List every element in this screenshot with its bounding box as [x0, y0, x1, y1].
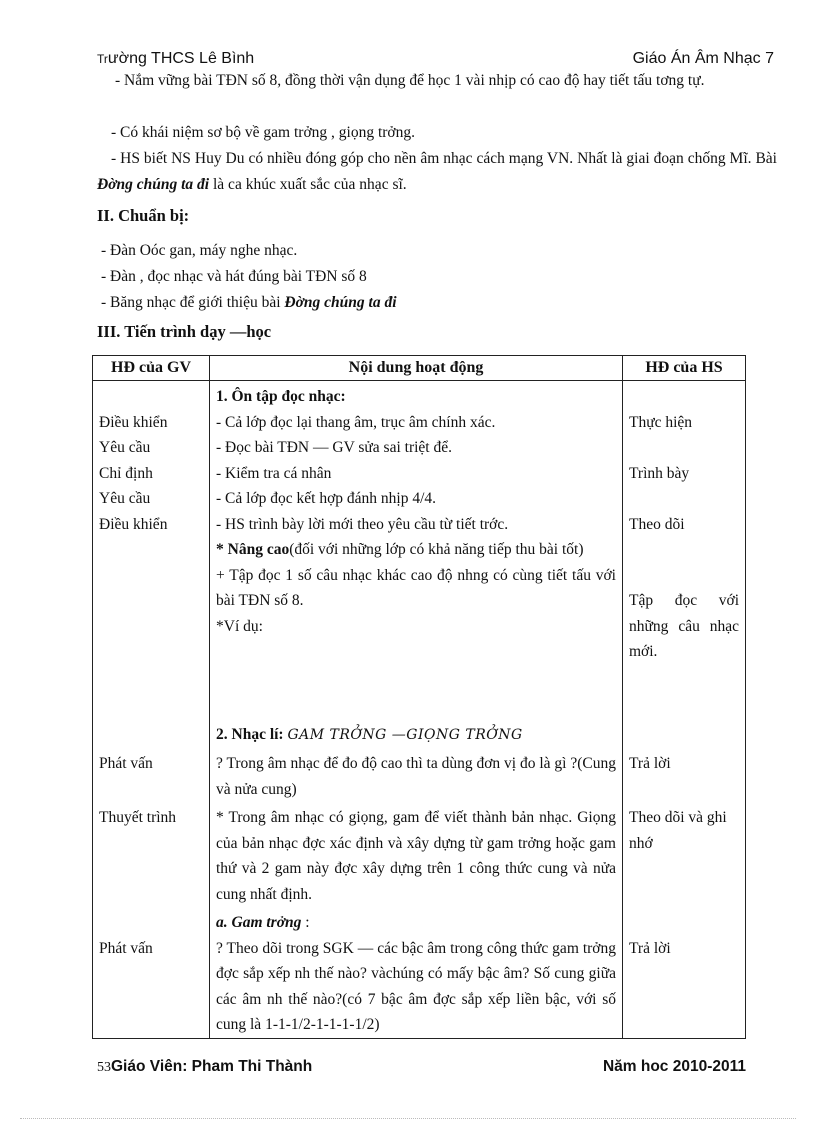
section-title: 2. Nhạc lí:: [216, 725, 284, 743]
question-row: [93, 748, 746, 802]
header-teacher: HĐ của GV: [93, 356, 210, 381]
subsection-label: a. Gam trởng: [216, 914, 302, 931]
section-title: 1. Ôn tập đọc nhạc:: [216, 388, 346, 405]
teacher-activity: Chỉ định: [99, 464, 153, 482]
objective-2: - Có khái niệm sơ bộ về gam trởng , giọng trởng.: [111, 124, 415, 141]
student-activity-cell: [623, 381, 746, 665]
header-content: Nội dung hoạt động: [210, 356, 623, 381]
teacher-name: Giáo Viên: Pham Thi Thành: [111, 1058, 313, 1075]
content-line: - HS trình bày lời mới theo yêu cầu từ tiết trớc.: [216, 515, 509, 533]
school-name-rest: ường THCS Lê Bình: [107, 50, 255, 67]
prep-item: - Đàn , đọc nhạc và hát đúng bài TĐN số 8: [101, 268, 367, 285]
content-line: - Cả lớp đọc kết hợp đánh nhịp 4/4.: [216, 490, 437, 507]
example-label: *Ví dụ:: [216, 617, 263, 635]
teacher-activity: Điều khiển: [99, 515, 168, 533]
prep-list: [101, 238, 397, 316]
question-text: ? Trong âm nhạc để đo độ cao thì ta dùng đơn vị đo là gì ?(Cung và nửa cung): [210, 748, 623, 802]
question-row: [93, 907, 746, 1038]
teacher-activity: Điều khiển: [99, 413, 168, 431]
prep-item-text: - Băng nhạc để giới thiệu bài: [101, 294, 285, 311]
header-student: HĐ của HS: [623, 356, 746, 381]
footer-teacher: [97, 1058, 312, 1076]
subject-title: Giáo Án Âm Nhạc 7: [632, 50, 774, 67]
page-divider: [20, 1118, 796, 1119]
teacher-activity: Yêu cầu: [99, 490, 151, 507]
prep-item: [101, 290, 397, 316]
objective-3: [97, 146, 777, 198]
advanced-note: [216, 537, 616, 563]
student-activity: Thực hiện: [629, 413, 693, 431]
table-header-row: [93, 356, 746, 381]
student-activity: [629, 435, 739, 461]
content-cell: [210, 381, 623, 665]
section-title-cell: [210, 719, 623, 749]
student-activity: Trả lời: [629, 939, 671, 957]
prep-heading: II. Chuẩn bị:: [97, 206, 190, 225]
objective-3-tail: là ca khúc xuất sắc của nhạc sĩ.: [209, 176, 407, 193]
teacher-activity: Phát vấn: [99, 939, 153, 957]
song-title: Đờng chúng ta đi: [97, 176, 210, 193]
spacer-row: [93, 665, 746, 719]
subsection-title: [216, 910, 616, 936]
lecture-text: * Trong âm nhạc có giọng, gam để viết thành bản nhạc. Giọng của bản nhạc đợc xác định và xây dựng từ gam trởng hoặc gam thứ và 2 gam này đợc xây dựng trên 1 công thức cung và nửa cung nhất định.: [210, 802, 623, 907]
objective-1: - Nắm vững bài TĐN số 8, đồng thời vận dụng để học 1 vài nhịp có cao độ hay tiết tấu tơng tự.: [115, 72, 705, 89]
student-activity: Theo dõi và ghi nhớ: [623, 802, 746, 907]
teacher-activity: Thuyết trình: [93, 802, 210, 907]
content-cell: [210, 907, 623, 1038]
page-number: 53: [97, 1060, 111, 1075]
student-activity: Theo dõi: [629, 515, 685, 533]
teacher-activity: Phát vấn: [93, 748, 210, 802]
handwritten-title: GAM TRỞNG —GIỌNG TRỞNG: [287, 726, 523, 743]
section-2-title-row: [93, 719, 746, 749]
section-1-row: [93, 381, 746, 665]
content-line: - Cả lớp đọc lại thang âm, trục âm chính xác.: [216, 413, 496, 431]
practice-line: + Tập đọc 1 số câu nhạc khác cao độ nhng có cùng tiết tấu với bài TĐN số 8.: [216, 566, 616, 609]
school-year: Năm hoc 2010-2011: [602, 1058, 746, 1075]
prep-item: - Đàn Oóc gan, máy nghe nhạc.: [101, 242, 298, 259]
student-activity: Trả lời: [623, 748, 746, 802]
school-name: [97, 50, 254, 68]
content-line: - Đọc bài TĐN — GV sửa sai triệt để.: [216, 439, 452, 456]
process-heading: III. Tiến trình dạy —học: [97, 322, 272, 341]
student-activity: Trình bày: [629, 464, 690, 482]
teacher-activity-cell: [93, 381, 210, 665]
student-activity: Tập đọc với những câu nhạc mới.: [629, 592, 739, 660]
page-footer: [97, 1058, 746, 1080]
teacher-activity: Yêu cầu: [99, 439, 151, 456]
school-name-prefix: Tr: [97, 52, 108, 66]
objective-3-text: - HS biết NS Huy Du có nhiều đóng góp cho nền âm nhạc cách mạng VN. Nhất là giai đoạn chống Mĩ. Bài: [111, 150, 777, 167]
lecture-row: [93, 802, 746, 907]
advanced-text: (đối với những lớp có khả năng tiếp thu bài tốt): [289, 541, 584, 558]
lesson-plan-table: [92, 355, 746, 1039]
advanced-label: * Nâng cao: [216, 541, 290, 558]
subsection-colon: :: [301, 914, 310, 931]
song-title: Đờng chúng ta đi: [284, 294, 397, 311]
content-line: - Kiểm tra cá nhân: [216, 464, 332, 482]
student-activity: [629, 486, 739, 512]
question-text: ? Theo dõi trong SGK — các bậc âm trong công thức gam trởng đợc sắp xếp nh thế nào? vàchúng có mấy bậc âm? Số cung giữa các âm nh thế nào?(có 7 bậc âm đợc sắp xếp liền bậc, với số cung là 1-1-1/2-1-1-1-1/2): [216, 939, 616, 1033]
